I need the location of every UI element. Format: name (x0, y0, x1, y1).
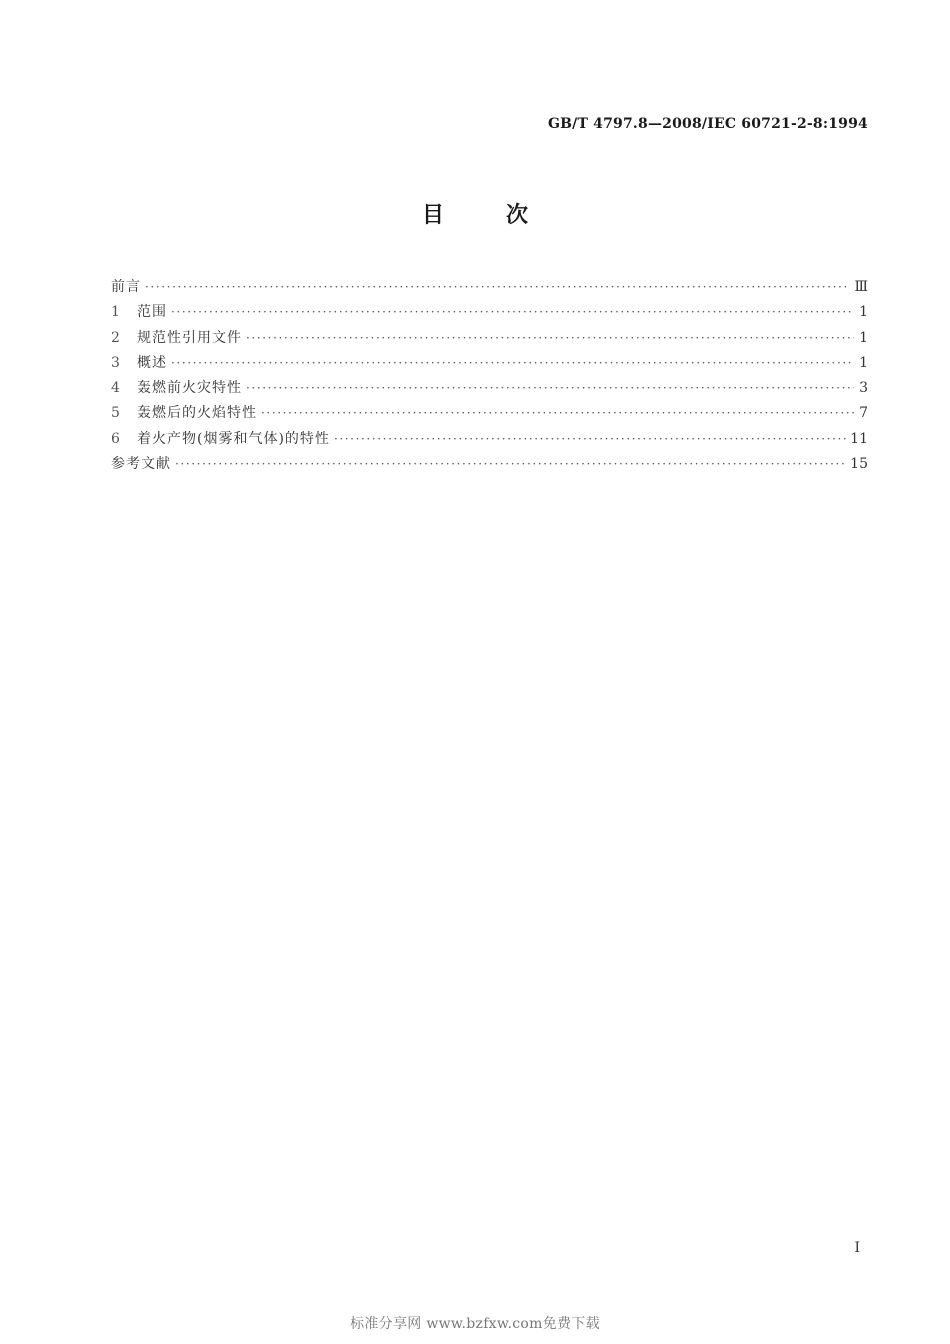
toc-entry-number: 1 (111, 304, 120, 321)
toc-entry-page: 11 (850, 430, 868, 447)
toc-entry-foreword[interactable] (111, 276, 868, 301)
toc-entry-page: Ⅲ (854, 279, 868, 295)
toc-title-char-2: 次 (506, 203, 529, 228)
standard-code: GB/T 4797.8—2008/IEC 60721-2-8:1994 (547, 116, 868, 132)
toc-entry-normative-references[interactable] (111, 327, 868, 352)
toc-title-char-1: 目 (421, 203, 444, 228)
toc-entry-page: 1 (859, 354, 868, 371)
toc-entry-label: 轰燃后的火焰特性 (137, 405, 257, 422)
toc-leader-dots (246, 381, 854, 395)
toc-entry-number: 3 (111, 354, 120, 371)
toc-entry-number: 2 (111, 329, 120, 346)
watermark-text: 标准分享网 www.bzfxw.com免费下载 (350, 1316, 600, 1332)
toc-entry-label: 概述 (137, 354, 167, 371)
toc-entry-label: 着火产物(烟雾和气体)的特性 (137, 430, 330, 447)
page-number: I (854, 1240, 860, 1256)
toc-entry-number: 6 (111, 430, 120, 447)
toc-entry-post-flashover[interactable] (111, 402, 868, 427)
toc-leader-dots (334, 432, 846, 446)
toc-leader-dots (175, 457, 846, 471)
toc-entry-label: 轰燃前火灾特性 (137, 380, 242, 397)
toc-entry-label: 规范性引用文件 (137, 329, 242, 346)
toc-entry-label: 参考文献 (111, 456, 171, 473)
toc-title (0, 198, 950, 229)
toc-entry-page: 7 (859, 405, 868, 422)
toc-entry-label: 前言 (111, 279, 141, 295)
toc-leader-dots (246, 331, 854, 345)
toc-entry-number: 4 (111, 380, 120, 397)
toc-entry-page: 15 (850, 456, 868, 473)
toc-leader-dots (145, 280, 850, 294)
toc-entry-label: 范围 (137, 304, 167, 321)
toc-leader-dots (261, 406, 854, 420)
toc-entry-pre-flashover[interactable] (111, 377, 868, 402)
toc-entry-page: 1 (859, 329, 868, 346)
toc-entry-page: 3 (859, 380, 868, 397)
toc-entry-fire-products[interactable] (111, 428, 868, 453)
toc-entry-scope[interactable] (111, 301, 868, 326)
toc-entry-overview[interactable] (111, 352, 868, 377)
toc-leader-dots (171, 305, 854, 319)
table-of-contents (111, 276, 868, 478)
toc-entry-number: 5 (111, 405, 120, 422)
toc-leader-dots (171, 356, 854, 370)
toc-entry-bibliography[interactable] (111, 453, 868, 478)
toc-entry-page: 1 (859, 304, 868, 321)
